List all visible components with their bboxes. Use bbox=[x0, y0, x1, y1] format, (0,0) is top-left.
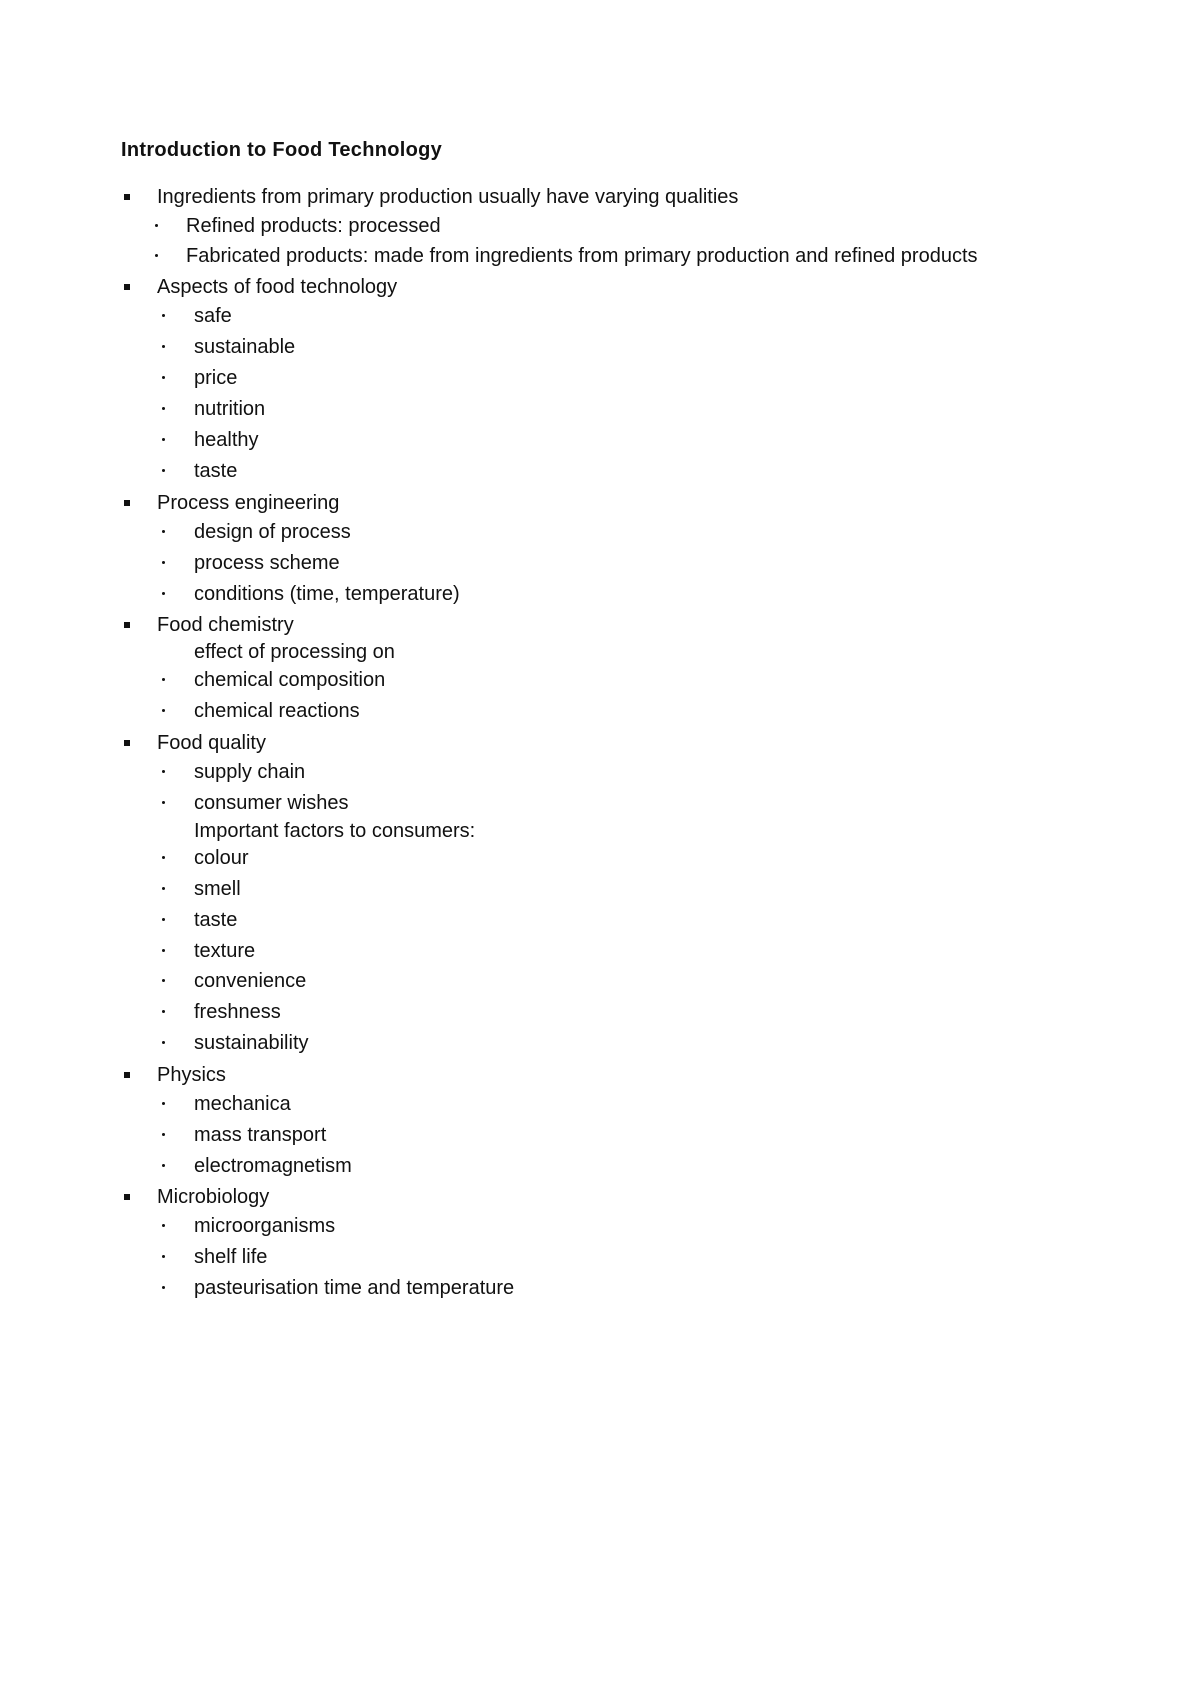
list-item-text: taste bbox=[194, 909, 238, 931]
dot-bullet-icon bbox=[162, 1255, 165, 1258]
list-item-text: smell bbox=[194, 878, 241, 900]
dot-bullet-icon bbox=[162, 561, 165, 564]
dot-bullet-icon bbox=[162, 1164, 165, 1167]
dot-bullet-icon bbox=[162, 407, 165, 410]
square-bullet-icon bbox=[124, 194, 130, 200]
page-title: Introduction to Food Technology bbox=[121, 139, 443, 161]
list-item-text: consumer wishes bbox=[194, 792, 349, 814]
square-bullet-icon bbox=[124, 284, 130, 290]
list-item-text: healthy bbox=[194, 429, 259, 451]
list-item-text: mechanica bbox=[194, 1093, 291, 1115]
dot-bullet-icon bbox=[162, 376, 165, 379]
list-item-text: chemical composition bbox=[194, 669, 386, 691]
list-item-text: Aspects of food technology bbox=[157, 276, 398, 298]
dot-bullet-icon bbox=[162, 345, 165, 348]
list-item-text: nutrition bbox=[194, 398, 266, 420]
dot-bullet-icon bbox=[162, 1041, 165, 1044]
dot-bullet-icon bbox=[162, 770, 165, 773]
list-item-text: price bbox=[194, 367, 238, 389]
dot-bullet-icon bbox=[162, 438, 165, 441]
list-item-text: shelf life bbox=[194, 1246, 268, 1268]
list-item-text: Ingredients from primary production usually have varying qualities bbox=[157, 186, 739, 208]
list-item-text: microorganisms bbox=[194, 1215, 336, 1237]
dot-bullet-icon bbox=[155, 254, 158, 257]
dot-bullet-icon bbox=[162, 530, 165, 533]
dot-bullet-icon bbox=[162, 592, 165, 595]
list-item-text: Important factors to consumers: bbox=[194, 820, 476, 842]
dot-bullet-icon bbox=[162, 801, 165, 804]
square-bullet-icon bbox=[124, 740, 130, 746]
dot-bullet-icon bbox=[162, 469, 165, 472]
list-item-text: sustainability bbox=[194, 1032, 309, 1054]
dot-bullet-icon bbox=[162, 1224, 165, 1227]
list-item-text: electromagnetism bbox=[194, 1155, 352, 1177]
square-bullet-icon bbox=[124, 1072, 130, 1078]
list-item-text: process scheme bbox=[194, 552, 340, 574]
list-item-text: Refined products: processed bbox=[186, 215, 441, 237]
list-item-text: taste bbox=[194, 460, 238, 482]
list-item-text: sustainable bbox=[194, 336, 296, 358]
list-item-text: supply chain bbox=[194, 761, 306, 783]
list-item-text: conditions (time, temperature) bbox=[194, 583, 460, 605]
list-item-text: Microbiology bbox=[157, 1186, 270, 1208]
list-item-text: Food chemistry bbox=[157, 614, 294, 636]
square-bullet-icon bbox=[124, 1194, 130, 1200]
dot-bullet-icon bbox=[162, 1102, 165, 1105]
dot-bullet-icon bbox=[162, 1133, 165, 1136]
list-item-text: design of process bbox=[194, 521, 351, 543]
list-item-text: chemical reactions bbox=[194, 700, 360, 722]
dot-bullet-icon bbox=[162, 678, 165, 681]
dot-bullet-icon bbox=[162, 709, 165, 712]
dot-bullet-icon bbox=[155, 224, 158, 227]
list-item-text: texture bbox=[194, 940, 256, 962]
list-item-text: safe bbox=[194, 305, 232, 327]
list-item-text: effect of processing on bbox=[194, 641, 395, 663]
list-item-text: Food quality bbox=[157, 732, 266, 754]
square-bullet-icon bbox=[124, 622, 130, 628]
dot-bullet-icon bbox=[162, 918, 165, 921]
square-bullet-icon bbox=[124, 500, 130, 506]
dot-bullet-icon bbox=[162, 1286, 165, 1289]
dot-bullet-icon bbox=[162, 1010, 165, 1013]
list-item-text: Process engineering bbox=[157, 492, 340, 514]
dot-bullet-icon bbox=[162, 979, 165, 982]
list-item-text: pasteurisation time and temperature bbox=[194, 1277, 515, 1299]
list-item-text: freshness bbox=[194, 1001, 281, 1023]
list-item-text: colour bbox=[194, 847, 249, 869]
dot-bullet-icon bbox=[162, 314, 165, 317]
dot-bullet-icon bbox=[162, 949, 165, 952]
list-item-text: mass transport bbox=[194, 1124, 327, 1146]
list-item-text: convenience bbox=[194, 970, 307, 992]
dot-bullet-icon bbox=[162, 856, 165, 859]
list-item-text: Physics bbox=[157, 1064, 226, 1086]
list-item-text: Fabricated products: made from ingredients from primary production and refined products bbox=[186, 245, 978, 267]
dot-bullet-icon bbox=[162, 887, 165, 890]
